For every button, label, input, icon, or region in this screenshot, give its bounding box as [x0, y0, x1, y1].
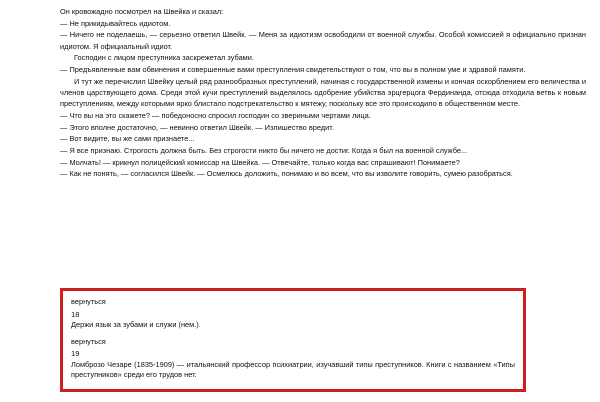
note-back-link[interactable]: вернуться — [71, 336, 106, 346]
paragraph: Он кровожадно посмотрел на Швейка и сказал: — [60, 7, 224, 16]
paragraph: И тут же перечислил Швейку целый ряд разнообразных преступлений, начиная с государственной измены и кончая оскорблением его величества и членов царствующего дома. Среди этой кучи преступлений выделялось одобрение убийства эрцгерцога Фердинанда, отсюда отходила ветвь к новым преступлениям, между которыми ярко блистало подстрекательство к мятежу, поскольку все это происходило в общественном месте. — [60, 76, 586, 109]
body-text — [60, 6, 586, 180]
note-text: Ломброзо Чезаре (1835-1909) — итальянский профессор психиатрии, изучавший типы преступников. Книги с названием «Типы преступников» среди его трудов нет. — [71, 359, 515, 380]
note-number: 19 — [71, 349, 80, 359]
notes-list — [63, 291, 523, 385]
paragraph: — Вот видите, вы же сами признаете... — [60, 134, 195, 144]
paragraph: — Молчать! — крикнул полицейский комиссар на Швейка. — Отвечайте, только когда вас спрашивают! Понимаете? — [60, 157, 460, 167]
note-back-link[interactable]: вернуться — [71, 297, 106, 306]
highlighted-notes-region — [60, 288, 526, 392]
paragraph: — Как не понять, — согласился Швейк. — Осмелюсь доложить, понимаю и во всем, что вы изволите говорить, сумею разобраться. — [60, 169, 513, 179]
paragraph: — Этого вполне достаточно, — невинно ответил Швейк. — Излишество вредит. — [60, 122, 334, 132]
note-text: Держи язык за зубами и служи (нем.). — [71, 320, 201, 329]
paragraph: — Ничего не поделаешь, — серьезно ответил Швейк. — Меня за идиотизм освободили от военной службы. Особой комиссией я официально признан идиотом. Я официальный идиот. — [60, 30, 586, 51]
paragraph: — Не прикидывайтесь идиотом. — [60, 18, 171, 28]
paragraph: — Я все признаю. Строгость должна быть. Без строгости никто бы ничего не достиг. Когда я был на военной службе... — [60, 145, 468, 155]
paragraph: — Что вы на это скажете? — победоносно спросил господин со звериными чертами лица. — [60, 110, 371, 120]
paragraph: Господин с лицом преступника заскрежетал зубами. — [74, 53, 254, 63]
paragraph: — Предъявленные вам обвинения и совершенные вами преступления свидетельствуют о том, что вы в полном уме и здравой памяти. — [60, 65, 526, 75]
note-number: 18 — [71, 309, 80, 319]
